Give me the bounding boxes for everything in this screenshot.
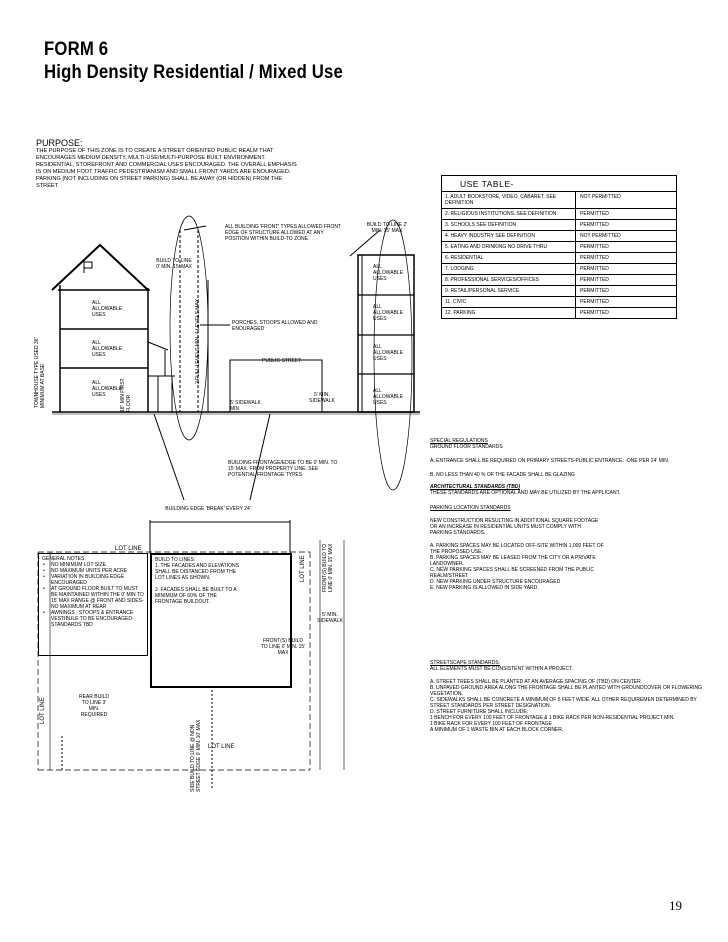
streetscape-item: 1 BENCH FOR EVERY 100 FEET OF FRONTAGE & 1 BIKE RACK PER NON-RESIDENTIAL PROJECT MIN. [430,715,675,721]
townhouse-note: TOWNHOUSE TYPE USED 36" MINIMUM AT BASE [34,336,46,408]
streetscape-item: A MINIMUM OF 1 WASTE BIN AT EACH BLOCK CORNER. [430,727,564,733]
purpose-heading: PURPOSE: [36,138,83,148]
general-note-item: • NO MINIMUM LOT SIZE [42,562,144,568]
parking-standards [430,505,640,591]
height-label: 2 FULL LEVELS MIN. 4 LEVELS MAX [195,298,201,384]
use-label-right: ALL ALLOWABLE USES [373,304,404,322]
streetscape-standards [430,660,702,733]
use-cell: 8. PROFESSIONAL SERVICES/OFFICES [442,275,576,285]
general-note-item: • AWNINGS , STOOPS & ENTRANCE VESTIBULE TO BE ENCOURAGED-STANDARDS TBD [42,610,144,628]
parking-item: A. PARKING SPACES MAY BE LOCATED OFF-SITE WITHIN 1,000 FEET OF THE PROPOSED USE. [430,543,604,555]
rear-build-to: REAR BUILD TO LINE 3' MIN. REQUIRED [78,694,109,718]
use-cell: 1. ADULT BOOKSTORE, VIDEO, CABARET. SEE DEFINITION [442,192,576,208]
special-regulations [430,438,700,496]
special-regulations-sub: GROUND FLOOR STANDARDS [430,444,503,450]
table-row [442,264,676,275]
status-cell: PERMITTED [580,244,609,250]
table-row [442,275,676,286]
use-label-right: ALL ALLOWABLE USES [373,388,404,406]
front-build-to: FRONT(S) BUILD TO LINE 0' MIN. 15' MAX [260,638,306,656]
use-cell: 4. HEAVY INDUSTRY SEE DEFINITION [442,231,576,241]
table-row [442,192,676,209]
use-table [441,175,677,319]
use-cell: 12. PARKING [442,308,576,318]
use-label-right: ALL ALLOWABLE USES [373,344,404,362]
use-cell: 2. RELIGIOUS INSTITUTIONS. SEE DEFINITION [442,209,576,219]
streetscape-item: 1 BIKE RACK FOR EVERY 100 FEET OF FRONTAGE [430,721,552,727]
arch-standards-heading: ARCHITECTURAL STANDARDS (TBD) [430,484,521,490]
arch-standards-text: THESE STANDARDS ARE OPTIONAL AND MAY BE UTILIZED BY THE APPLICANT. [430,490,621,496]
form-subtitle: High Density Residential / Mixed Use [44,62,344,83]
status-cell: PERMITTED [580,255,609,261]
front-side-build-to: FRONT(S) BUILD TO LINE 0' MIN. 15' MAX [322,543,334,592]
streetscape-item: D. STREET FURNITURE SHALL INCLUDE: [430,709,529,715]
purpose-text: THE PURPOSE OF THIS ZONE IS TO CREATE A STREET ORIENTED PUBLIC REALM THAT ENCOURAGES MEDIUM DENSITY, MULTI-USE/MULTI-PURPOSE BUILT ENVIRONMENT. RESIDENTIAL, STOREFRONT AND COMMERCIAL USES ENCOURAGED. THE OVERALL EMPHASIS IS ON MEDIUM FOOT TRAFFIC PEDESTRIANISM AND SMALL FRONT YARDS ARE ENOURAGED. PARKING (NOT INCLUDING ON STREET PARKING) SHALL BE AWAY (OR HIDDEN) FROM THE STREET [36,148,297,190]
build-to-line-left: BUILD TO LINE 0' MIN. 15' MAX [156,258,192,270]
use-label-left: ALL ALLOWABLE USES [92,300,123,318]
table-row [442,209,676,220]
streetscape-item: A. STREET TREES SHALL BE PLANTED AT AN AVERAGE SPACING OF (TBD) ON CENTER. [430,679,643,685]
side-build-to: SIDE BUILD TO LINE @ NON STREET EDGE 0' MIN. 10' MAX [190,719,202,792]
porches-note: PORCHES, STOOPS ALLOWED AND ENOURAGED [232,320,318,332]
table-row [442,220,676,231]
status-cell: NOT PERMITTED [580,194,621,200]
streetscape-item: B. UNPAVED GROUND AREA ALONG THE FRONTAGE SHALL BE PLANTED WITH GROUNDCOVER OR FLOWERING VEGETATION. [430,685,702,697]
status-cell: PERMITTED [580,222,609,228]
frontage-note: ALL BUILDING 'FRONT' TYPES ALLOWED FRONT EDGE OF STRUCTURE ALLOWED AT ANY POSITION WITHIN BUILD-TO ZONE. [225,224,342,242]
general-note-item: • AT GROUND FLOOR BUILT TO MUST BE MAINTAINED WITHIN THE 0' MIN TO 15' MAX RANGE @ FRONT AND SIDES-NO MAXIMUM AT REAR [42,586,144,610]
table-row [442,297,676,308]
lot-line-left: LOT LINE [40,697,46,724]
sidewalk-min-right: 5' MIN. SIDEWALK [309,392,335,404]
use-label-right: ALL ALLOWABLE USES [373,264,404,282]
form-title [44,38,343,84]
streetscape-heading: STREETSCAPE STANDARDS: [430,660,500,666]
use-cell: 11. CIVIC [442,297,576,307]
table-row [442,308,676,318]
status-cell: PERMITTED [580,277,609,283]
use-cell: 5. EATING AND DRINKING NO DRIVE THRU [442,242,576,252]
general-notes-box [38,553,148,656]
public-street-label: PUBLIC STREET [262,358,302,364]
use-label-left: ALL ALLOWABLE USES [92,340,123,358]
sidewalk-min-left: 5' SIDEWALK MIN [230,400,261,412]
page-number: 19 [669,898,682,913]
use-cell: 3. SCHOOLS SEE DEFINITION [442,220,576,230]
elevation-drawing [0,200,430,510]
build-to-line-right: BUILD TO LINE 2' MIN. 15' MAX [366,222,408,234]
parking-heading: PARKING LOCATION STANDARDS [430,505,511,511]
building-edge-break: BUILDING EDGE 'BREAK' EVERY 24' [165,506,251,512]
build-to-lines-box [150,553,292,688]
special-regulations-heading: SPECIAL REGULATIONS [430,438,488,444]
general-note-item: • VARIATION IN BUILDING EDGE ENCOURAGED [42,574,144,586]
status-cell: PERMITTED [580,310,609,316]
general-note-item: • NO MAXIMUM UNITS PER ACRE [42,568,144,574]
status-cell: PERMITTED [580,211,609,217]
regulation-b: B. NO LESS THAN 40 % OF THE FACADE SHALL BE GLAZING [430,472,575,478]
table-row [442,253,676,264]
parking-item: C. NEW PARKING SPACES SHALL BE SCREENED FROM THE PUBLIC REALM/STREET [430,567,595,579]
use-cell: 7. LODGING [442,264,576,274]
parking-item: D. NEW PARKING UNDER STRUCTURE ENCOURAGED [430,579,561,585]
status-cell: NOT PERMITTED [580,233,621,239]
build-to-lines-item: 2. FACADES SHALL BE BUILT TO A MINIMUM OF 60% OF THE FRONTAGE BUILDOUT. [155,587,237,605]
status-cell: PERMITTED [580,288,609,294]
status-cell: PERMITTED [580,266,609,272]
purpose-section [36,138,298,191]
use-cell: 6. RESIDENTIAL [442,253,576,263]
general-notes-title: GENERAL NOTES: [42,556,86,562]
table-row [442,231,676,242]
form-label: FORM 6 [44,39,109,60]
use-cell: 9. RETAIL/PERSONAL SERVICE [442,286,576,296]
build-to-lines-title: BUILD TO LINES: [155,557,196,563]
use-label-left: ALL ALLOWABLE USES [92,380,123,398]
table-row [442,242,676,253]
regulation-a: A. ENTRANCE SHALL BE REQUIRED ON PRIMARY STREETS-PUBLIC ENTRANCE. -ONE PER 24' MIN. [430,458,670,464]
status-cell: PERMITTED [580,299,609,305]
streetscape-item: C. SIDEWALKS SHALL BE CONCRETE A MINIMUM OF 5 FEET WIDE. ALL OTHER REQUIREMEN DETERMINED BY STREET STANDARDS PER STREET DESIGNATION. [430,697,697,709]
parking-item: B. PARKING SPACES MAY BE LEASED FROM THE CITY OR A PRIVATE LANDOWNER. [430,555,596,567]
table-row [442,286,676,297]
use-table-title: USE TABLE- [442,176,676,192]
lot-line-right: LOT LINE [300,555,306,582]
lot-line-bottom: LOT LINE [208,744,235,750]
lot-line-top: LOT LINE [115,546,142,552]
sidewalk-right: 5' MIN. SIDEWALK [317,612,343,624]
parking-item: E. NEW PARKING IS ALLOWED IN SIDE YARD. [430,585,539,591]
min-first-floor: 18" MIN FIRST FLOOR [120,378,132,412]
frontage-edge-note: BUILDING FRONTAGE/EDGE TO BE 0' MIN. TO 15' MAX. FROM PROPERTY LINE. SEE POTENTIAL FRONTAGE TYPES [228,460,338,478]
streetscape-intro: ALL ELEMENTS MUST BE CONSISTENT WITHIN A PROJECT. [430,666,573,672]
parking-intro: NEW CONSTRUCTION RESULTING IN ADDITIONAL SQUARE FOOTAGE OR AN INCREASE IN RESIDENTIAL UNITS MUST COMPLY WITH PARKING STANDARDS. [430,518,599,536]
build-to-lines-item: 1. THE FACADES AND ELEVATIONS SHALL BE DISTANCED FROM THE LOT LINES AS SHOWN. [155,563,239,581]
